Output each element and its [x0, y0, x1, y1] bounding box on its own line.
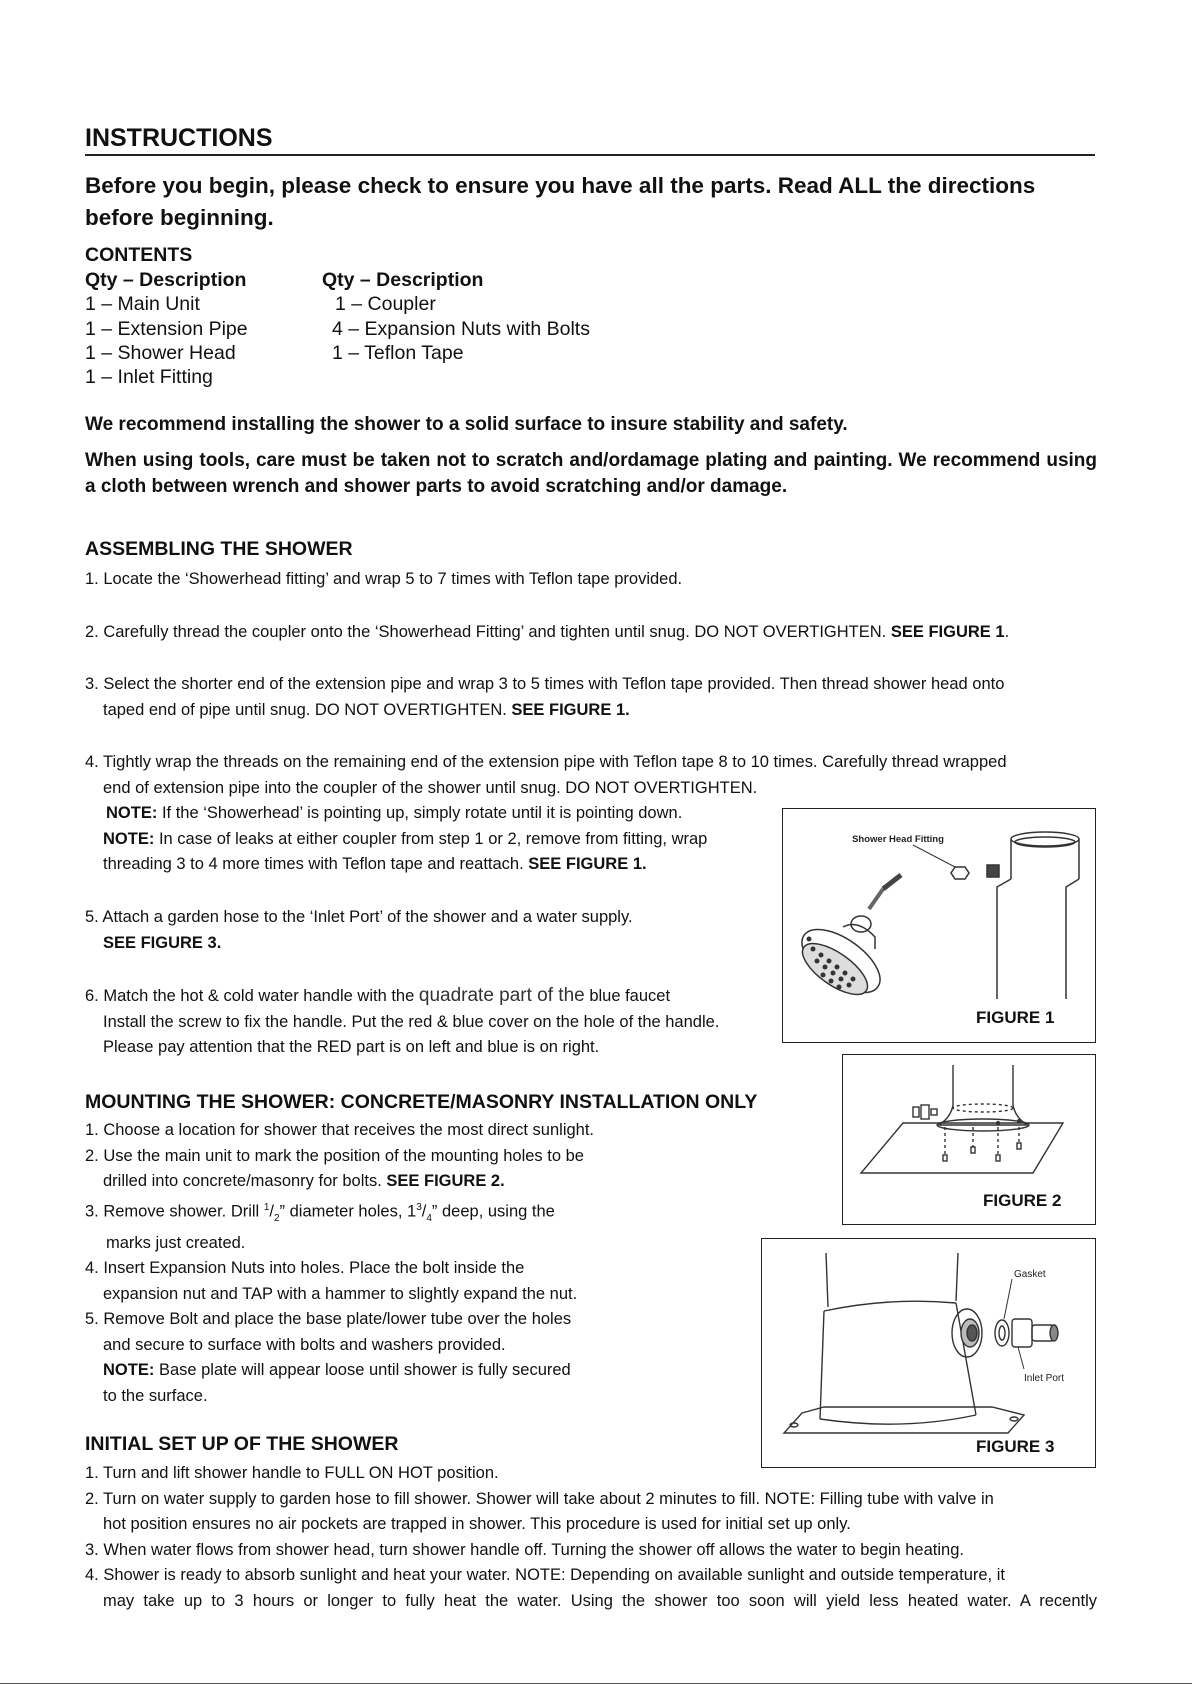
figure-1 — [782, 808, 1096, 1043]
fraction-numerator: 1 — [263, 1201, 270, 1213]
mounting-step-2: 2. Use the main unit to mark the position of the mounting holes to be — [85, 1146, 584, 1165]
step-text: Install the screw to fix the handle. Put the red & blue cover on the hole of the handle. — [103, 1012, 720, 1031]
assembly-notes — [85, 801, 785, 878]
step-6-line-1 — [85, 983, 865, 1010]
note-label: NOTE: — [103, 829, 155, 848]
note-text: threading 3 to 4 more times with Teflon tape and reattach. — [103, 855, 524, 873]
contents-item: 1 – Extension Pipe — [85, 317, 248, 340]
recommendation-stability: We recommend installing the shower to a solid surface to insure stability and safety. — [85, 414, 848, 435]
contents-column-header: Qty – Description — [322, 269, 484, 291]
section-heading-assembling: ASSEMBLING THE SHOWER — [85, 538, 353, 560]
section-heading-mounting: MOUNTING THE SHOWER: CONCRETE/MASONRY INSTALLATION ONLY — [85, 1091, 758, 1113]
contents-column-2 — [322, 268, 590, 365]
figure-label: FIGURE 2 — [983, 1191, 1062, 1210]
mounting-step-1: 1. Choose a location for shower that receives the most direct sunlight. — [85, 1121, 595, 1139]
note-label: NOTE: — [106, 804, 158, 822]
step-text: ” deep, using the — [431, 1202, 555, 1220]
page-title: INSTRUCTIONS — [85, 122, 1095, 156]
step-text: 2. Carefully thread the coupler onto the ‘Showerhead Fitting’ and tighten until snug. DO NOT OVERTIGHTEN. — [85, 623, 887, 641]
contents-column-1 — [85, 268, 248, 389]
contents-item: 4 – Expansion Nuts with Bolts — [332, 317, 590, 340]
step-text: ” diameter holes, 1 — [279, 1202, 417, 1220]
contents-column-header: Qty – Description — [85, 269, 247, 291]
step-text: 4. Tightly wrap the threads on the remaining end of the extension pipe with Teflon tape 8 to 10 times. Carefully thread wrapped — [85, 753, 1007, 771]
contents-item: 1 – Shower Head — [85, 341, 236, 364]
step-text: 3. Select the shorter end of the extension pipe and wrap 3 to 5 times with Teflon tape provided. Then thread shower head onto — [85, 675, 1005, 693]
fraction-denominator: 4 — [426, 1212, 432, 1224]
assembly-step-4 — [85, 750, 1097, 801]
mounting-step-3: 3. Remove shower. Drill $^1/_2$” diameter holes, $1^3/_4$” deep, using the — [85, 1201, 555, 1224]
note-1 — [85, 801, 785, 827]
initial-step-1: 1. Turn and lift shower handle to FULL ON HOT position. — [85, 1464, 499, 1482]
initial-step-2-continued: hot position ensures no air pockets are trapped in shower. This procedure is used for initial set up only. — [103, 1515, 851, 1533]
assembly-step-1: 1. Locate the ‘Showerhead fitting’ and wrap 5 to 7 times with Teflon tape provided. — [85, 570, 683, 588]
inlet-port-illustration — [762, 1239, 1095, 1467]
step-text: 3. Remove shower. Drill — [85, 1202, 260, 1220]
figure-reference: SEE FIGURE 1 — [890, 623, 1005, 641]
note-text: If the ‘Showerhead’ is pointing up, simply rotate until it is pointing down. — [161, 804, 683, 822]
step-text-continued — [85, 698, 1097, 724]
step-text: end of extension pipe into the coupler of the shower until snug. DO NOT OVERTIGHTEN. — [103, 778, 758, 797]
note-2 — [85, 827, 785, 853]
note-text: In case of leaks at either coupler from step 1 or 2, remove from fitting, wrap — [158, 829, 708, 848]
contents-item: 1 – Coupler — [335, 293, 436, 316]
page-bottom-border — [0, 1683, 1192, 1684]
contents-item: 1 – Main Unit — [85, 293, 200, 316]
step-text: drilled into concrete/masonry for bolts. — [103, 1172, 382, 1190]
recommendation-tools: When using tools, care must be taken not to scratch and/ordamage plating and painting. We recommend using a cloth between wrench and shower parts to avoid scratching and/or damage. — [85, 450, 1097, 497]
initial-step-2: 2. Turn on water supply to garden hose to fill shower. Shower will take about 2 minutes to fill. NOTE: Filling tube with valve in — [85, 1489, 994, 1508]
initial-step-3: 3. When water flows from shower head, turn shower handle off. Turning the shower off allows the water to begin heating. — [85, 1540, 964, 1559]
mounting-steps — [85, 1118, 745, 1409]
assembly-step-5 — [85, 905, 805, 956]
step-text: Please pay attention that the RED part is on left and blue is on right. — [103, 1038, 600, 1056]
figure-label: FIGURE 1 — [976, 1008, 1055, 1027]
step-text: taped end of pipe until snug. DO NOT OVERTIGHTEN. — [103, 700, 507, 719]
figure-callout: Shower Head Fitting — [852, 834, 944, 845]
initial-steps — [85, 1461, 1097, 1614]
mounting-step-5-continued: and secure to surface with bolts and washers provided. — [103, 1335, 506, 1354]
figure-reference: SEE FIGURE 1. — [528, 855, 647, 873]
assembly-step-3 — [85, 672, 1097, 723]
assembly-step-6 — [85, 983, 865, 1061]
mounting-step-4-continued: expansion nut and TAP with a hammer to slightly expand the nut. — [103, 1284, 578, 1303]
contents-item: 1 – Teflon Tape — [332, 341, 464, 364]
section-heading-initial-setup: INITIAL SET UP OF THE SHOWER — [85, 1433, 399, 1455]
fraction-denominator: 2 — [273, 1212, 280, 1224]
mounting-note — [85, 1358, 745, 1384]
figure-label: FIGURE 3 — [976, 1437, 1055, 1456]
mounting-step-5: 5. Remove Bolt and place the base plate/lower tube over the holes — [85, 1310, 572, 1329]
initial-step-4-continued: may take up to 3 hours or longer to fully heat the water. Using the shower too soon will yield less heated water. A recently — [103, 1591, 1097, 1610]
mounting-note-continued: to the surface. — [103, 1386, 208, 1405]
figure-callout: Gasket — [1014, 1269, 1046, 1280]
note-text: Base plate will appear loose until shower is fully secured — [158, 1361, 571, 1380]
figure-callout: Inlet Port — [1024, 1373, 1065, 1384]
step-text: 6. Match the hot & cold water handle with the — [85, 987, 415, 1005]
figure-2 — [842, 1054, 1096, 1225]
mounting-step-3-continued: marks just created. — [106, 1233, 246, 1252]
figure-3 — [761, 1238, 1096, 1468]
note-label: NOTE: — [103, 1361, 155, 1380]
step-text: 5. Attach a garden hose to the ‘Inlet Port’ of the shower and a water supply. — [85, 908, 633, 926]
assembly-step-2: 2. Carefully thread the coupler onto the ‘Showerhead Fitting’ and tighten until snug. DO NOT OVERTIGHTEN. SEE FIGURE 1. — [85, 623, 1010, 641]
intro-text: Before you begin, please check to ensure you have all the parts. Read ALL the directions before beginning. — [85, 173, 1036, 230]
mounting-step-4: 4. Insert Expansion Nuts into holes. Place the bolt inside the — [85, 1259, 525, 1278]
mounting-step-2-continued — [85, 1169, 745, 1195]
figure-reference: SEE FIGURE 3. — [103, 933, 222, 952]
step-text: quadrate part of the — [418, 985, 585, 1006]
fraction-numerator: 3 — [416, 1201, 422, 1213]
contents-heading: CONTENTS — [85, 244, 193, 266]
step-text: blue faucet — [589, 987, 671, 1005]
figure-reference: SEE FIGURE 1. — [511, 700, 630, 719]
initial-step-4: 4. Shower is ready to absorb sunlight and heat your water. NOTE: Depending on available sunlight and outside temperature, it — [85, 1566, 1005, 1584]
figure-reference: SEE FIGURE 2. — [386, 1172, 505, 1190]
note-2-continued — [85, 852, 785, 878]
contents-item: 1 – Inlet Fitting — [85, 366, 213, 389]
